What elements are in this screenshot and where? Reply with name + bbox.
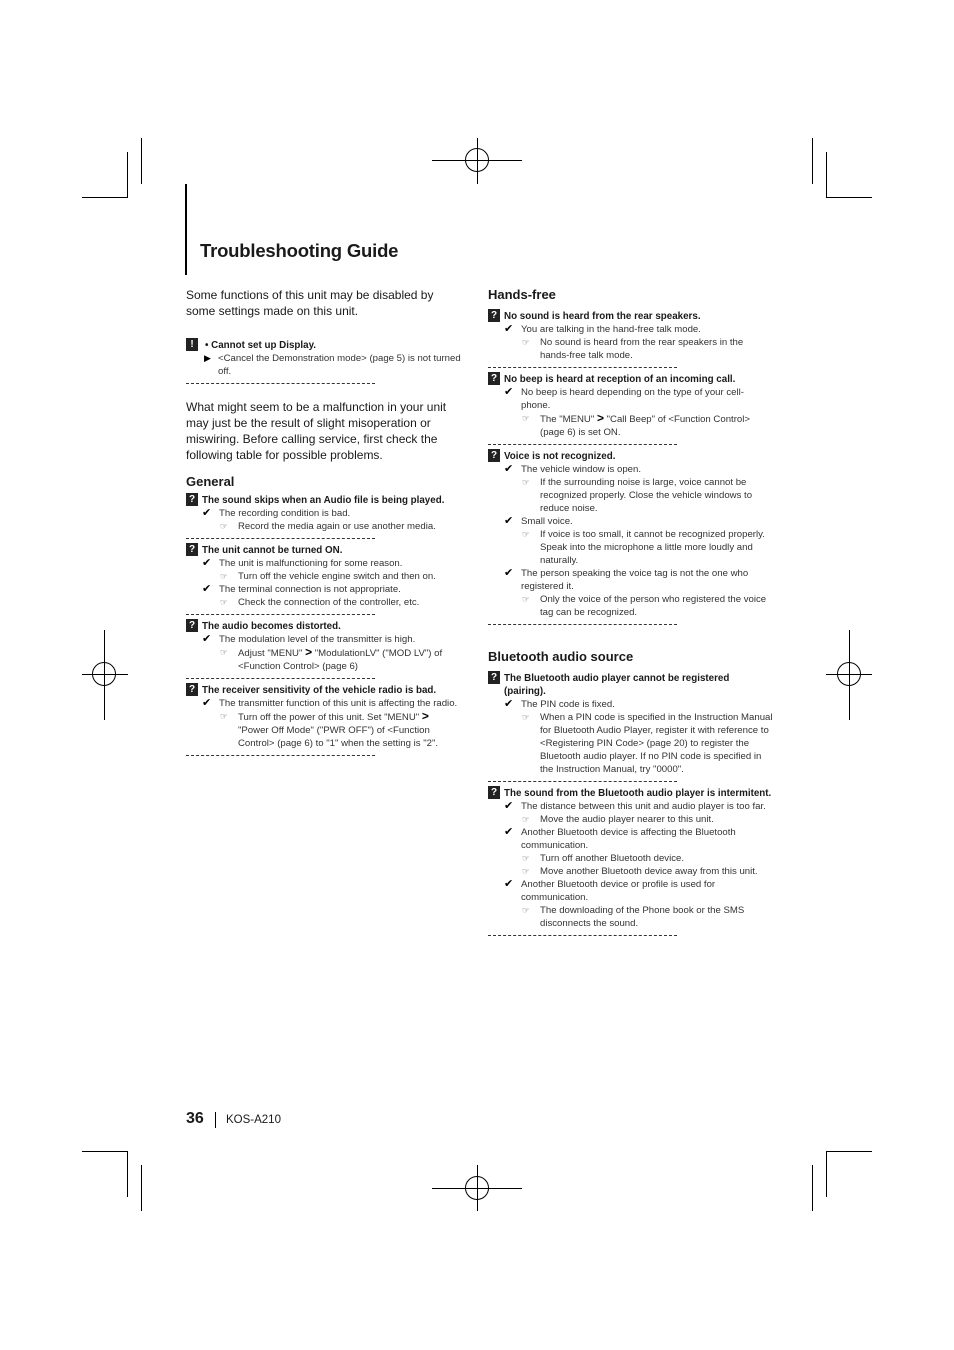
remedy-icon: ☞ bbox=[220, 711, 228, 721]
remedy-icon: ☞ bbox=[220, 521, 228, 531]
section-heading-bluetooth: Bluetooth audio source bbox=[488, 649, 634, 664]
remedy-icon: ☞ bbox=[220, 597, 228, 607]
list-item: ? The Bluetooth audio player cannot be registered (pairing). ✔ The PIN code is fixed. ☞ When a PIN code is specified in the Instruction Manual for Bluetooth Audio Player, register it with reference to <Registering PIN Code> (page 20) to register the Bluetooth audio player. If no PIN code is specified in the Instruction Manual, try "0000". bbox=[488, 672, 773, 782]
check-icon: ✔ bbox=[202, 557, 212, 569]
check-icon: ✔ bbox=[504, 567, 514, 579]
list-item: ? Voice is not recognized. ✔ The vehicle window is open. ☞ If the surrounding noise is large, voice cannot be recognized properly. Close the vehicle windows to reduce noise. ✔ Small voice. ☞ If voice is too small, it cannot be recognized properly. Speak into the microphone a little more loudly and naturally. ✔ The person speaking the voice tag is not the one who registered it. ☞ Only the voice of the person who registered the voice tag can be recognized. bbox=[488, 450, 773, 625]
divider bbox=[186, 678, 375, 679]
check-icon: ✔ bbox=[504, 463, 514, 475]
list-item: ? The audio becomes distorted. ✔ The modulation level of the transmitter is high. ☞ Adjust "MENU" > "ModulationLV" ("MOD LV") of <Function Control> (page 6) bbox=[186, 620, 462, 679]
divider bbox=[488, 935, 677, 936]
check-icon: ✔ bbox=[504, 323, 514, 335]
check-icon: ✔ bbox=[202, 507, 212, 519]
divider bbox=[488, 444, 677, 445]
divider bbox=[186, 538, 375, 539]
section-heading-general: General bbox=[186, 474, 235, 489]
question-icon: ? bbox=[186, 683, 198, 696]
notice-title: • Cannot set up Display. bbox=[205, 340, 317, 351]
question-icon: ? bbox=[488, 786, 500, 799]
check-icon: ✔ bbox=[504, 515, 514, 527]
page-number: 36 bbox=[186, 1110, 204, 1127]
page-title: Troubleshooting Guide bbox=[200, 240, 399, 261]
left-column bbox=[186, 287, 462, 756]
list-item: ? No beep is heard at reception of an incoming call. ✔ No beep is heard depending on the type of your cell-phone. ☞ The "MENU" > "Call Beep" of <Function Control> (page 6) is set ON. bbox=[488, 373, 773, 445]
check-icon: ✔ bbox=[504, 386, 514, 398]
question-icon: ? bbox=[186, 493, 198, 506]
right-column bbox=[488, 287, 773, 936]
section-heading-handsfree: Hands-free bbox=[488, 287, 556, 302]
remedy-icon: ☞ bbox=[220, 647, 228, 657]
remedy-icon: ☞ bbox=[522, 337, 530, 347]
remedy-icon: ☞ bbox=[522, 477, 530, 487]
greater-than-icon: > bbox=[421, 709, 429, 723]
divider bbox=[186, 614, 375, 615]
divider bbox=[186, 755, 375, 756]
notice-block bbox=[186, 339, 462, 384]
intro-text-2: What might seem to be a malfunction in your unit may just be the result of slight misoperation or miswiring. Before calling service, first check the following table for possible problems. bbox=[186, 400, 447, 462]
divider bbox=[488, 781, 677, 782]
remedy-icon: ☞ bbox=[522, 594, 530, 604]
divider bbox=[488, 367, 677, 368]
list-item: ? The receiver sensitivity of the vehicle radio is bad. ✔ The transmitter function of this unit is affecting the radio. ☞ Turn off the power of this unit. Set "MENU" > "Power Off Mode" ("PWR OFF") of <Function Control> (page 6) to "1" when the setting is "2". bbox=[186, 684, 462, 756]
check-icon: ✔ bbox=[202, 697, 212, 709]
remedy-icon: ☞ bbox=[522, 413, 530, 423]
check-icon: ✔ bbox=[504, 800, 514, 812]
list-item: ? The sound from the Bluetooth audio player is intermitent. ✔ The distance between this unit and audio player is too far. ☞ Move the audio player nearer to this unit. ✔ Another Bluetooth device is affecting the Bluetooth communication. ☞ Turn off another Bluetooth device. ☞ Move another Bluetooth device away from this unit. ✔ Another Bluetooth device or profile is used for communication. ☞ The downloading of the Phone book or the SMS disconnects the sound. bbox=[488, 787, 773, 936]
question-icon: ? bbox=[186, 619, 198, 632]
question-icon: ? bbox=[488, 449, 500, 462]
remedy-icon: ☞ bbox=[522, 853, 530, 863]
divider bbox=[488, 624, 677, 625]
arrow-right-icon: ▶ bbox=[204, 353, 211, 363]
check-icon: ✔ bbox=[504, 826, 514, 838]
check-icon: ✔ bbox=[504, 698, 514, 710]
list-item: ? The unit cannot be turned ON. ✔ The unit is malfunctioning for some reason. ☞ Turn off the vehicle engine switch and then on. ✔ The terminal connection is not appropriate. ☞ Check the connection of the controller, etc. bbox=[186, 544, 462, 615]
footer-separator bbox=[215, 1112, 216, 1128]
greater-than-icon: > bbox=[305, 645, 313, 659]
remedy-icon: ☞ bbox=[522, 529, 530, 539]
question-icon: ? bbox=[488, 671, 500, 684]
title-accent-bar bbox=[185, 184, 187, 275]
list-item: ? The sound skips when an Audio file is being played. ✔ The recording condition is bad. ☞ Record the media again or use another media. bbox=[186, 494, 462, 539]
check-icon: ✔ bbox=[202, 633, 212, 645]
remedy-icon: ☞ bbox=[522, 814, 530, 824]
check-icon: ✔ bbox=[504, 878, 514, 890]
remedy-icon: ☞ bbox=[522, 712, 530, 722]
remedy-icon: ☞ bbox=[522, 905, 530, 915]
divider bbox=[186, 383, 375, 384]
question-icon: ? bbox=[488, 309, 500, 322]
remedy-icon: ☞ bbox=[522, 866, 530, 876]
question-icon: ? bbox=[186, 543, 198, 556]
question-icon: ? bbox=[488, 372, 500, 385]
check-icon: ✔ bbox=[202, 583, 212, 595]
remedy-icon: ☞ bbox=[220, 571, 228, 581]
intro-text: Some functions of this unit may be disabled by some settings made on this unit. bbox=[186, 288, 434, 318]
model-name: KOS-A210 bbox=[226, 1114, 281, 1126]
notice-line: ▶ <Cancel the Demonstration mode> (page 5) is not turned off. bbox=[204, 353, 461, 377]
warning-icon: ! bbox=[186, 338, 198, 351]
list-item: ? No sound is heard from the rear speakers. ✔ You are talking in the hand-free talk mode. ☞ No sound is heard from the rear speakers in the hands-free talk mode. bbox=[488, 310, 773, 368]
greater-than-icon: > bbox=[596, 411, 604, 425]
